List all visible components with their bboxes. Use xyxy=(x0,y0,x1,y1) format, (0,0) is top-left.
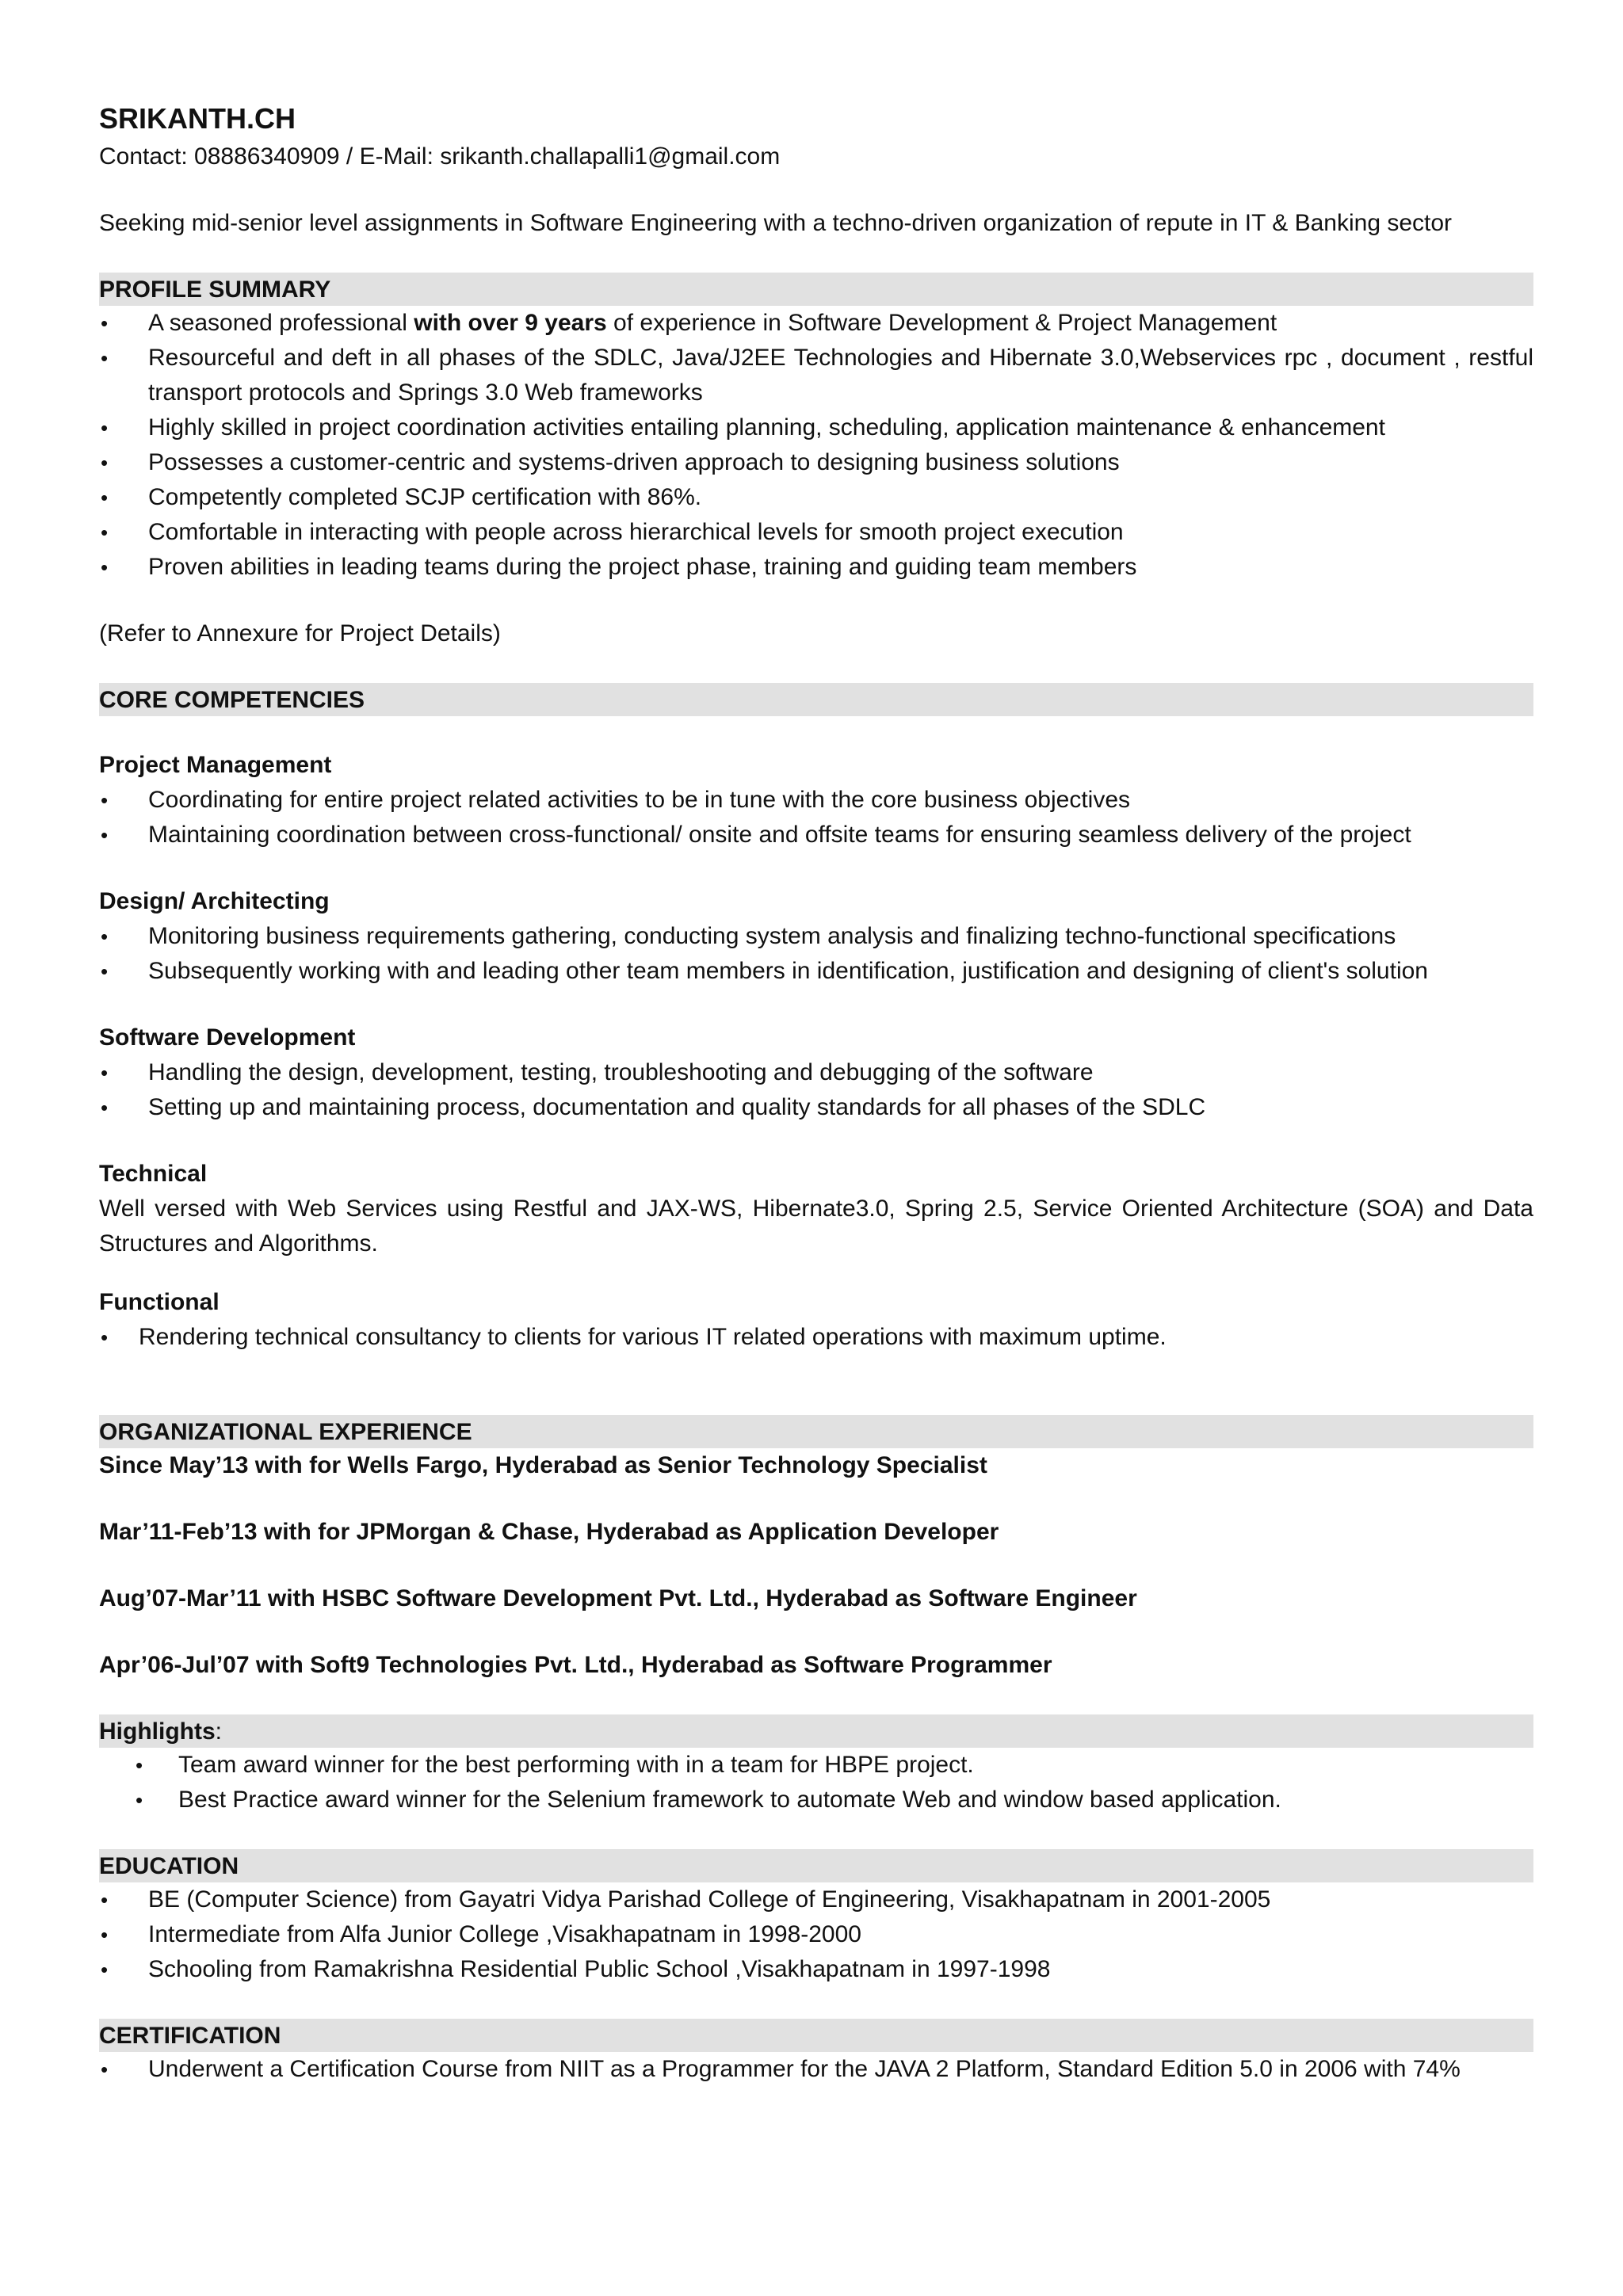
section-header-core-competencies: CORE COMPETENCIES xyxy=(99,683,1533,716)
subheading-software-development: Software Development xyxy=(99,1024,356,1051)
bullet-icon: • xyxy=(101,521,109,544)
annexure-note: (Refer to Annexure for Project Details) xyxy=(99,620,501,646)
bullet-icon: • xyxy=(101,959,109,983)
bullet-icon: • xyxy=(101,1958,109,1981)
education-list xyxy=(99,1882,1533,1987)
software-development-list xyxy=(99,1055,1533,1125)
objective-line: Seeking mid-senior level assignments in Software Engineering with a techno-driven organization of repute in IT & Banking sector xyxy=(99,210,1453,236)
bullet-icon: • xyxy=(101,346,109,370)
experience-entry: Since May’13 with for Wells Fargo, Hyderabad as Senior Technology Specialist xyxy=(99,1452,987,1478)
bullet-icon: • xyxy=(101,416,109,440)
profile-summary-list xyxy=(99,306,1533,585)
list-item: • Possesses a customer-centric and systems-driven approach to designing business solutions xyxy=(99,445,1533,480)
list-item: • BE (Computer Science) from Gayatri Vidya Parishad College of Engineering, Visakhapatnam in 2001-2005 xyxy=(99,1882,1533,1917)
section-header-organizational-experience: ORGANIZATIONAL EXPERIENCE xyxy=(99,1415,1533,1448)
section-header-education: EDUCATION xyxy=(99,1849,1533,1882)
experience-entry: Aug’07-Mar’11 with HSBC Software Development Pvt. Ltd., Hyderabad as Software Engineer xyxy=(99,1585,1137,1611)
bullet-icon: • xyxy=(101,2058,109,2081)
contact-line: Contact: 08886340909 / E-Mail: srikanth.challapalli1@gmail.com xyxy=(99,143,781,170)
highlights-list xyxy=(99,1748,1533,1817)
bullet-icon: • xyxy=(101,1061,109,1085)
list-item: • Subsequently working with and leading other team members in identification, justification and designing of client's solution xyxy=(99,954,1533,989)
list-item: • Handling the design, development, testing, troubleshooting and debugging of the software xyxy=(99,1055,1533,1090)
bullet-icon: • xyxy=(101,555,109,579)
bullet-icon: • xyxy=(101,823,109,847)
subheading-functional: Functional xyxy=(99,1289,220,1315)
candidate-name: SRIKANTH.CH xyxy=(99,102,296,135)
list-item: • Intermediate from Alfa Junior College ,Visakhapatnam in 1998-2000 xyxy=(99,1917,1533,1952)
design-list xyxy=(99,919,1533,989)
section-header-certification: CERTIFICATION xyxy=(99,2019,1533,2052)
section-header-highlights: Highlights: xyxy=(99,1714,1533,1748)
list-item: • Maintaining coordination between cross-functional/ onsite and offsite teams for ensuring seamless delivery of the project xyxy=(99,818,1533,852)
subheading-project-management: Project Management xyxy=(99,752,332,778)
bullet-icon: • xyxy=(136,1753,143,1777)
experience-entry: Apr’06-Jul’07 with Soft9 Technologies Pvt. Ltd., Hyderabad as Software Programmer xyxy=(99,1652,1052,1678)
list-item: • Highly skilled in project coordination activities entailing planning, scheduling, application maintenance & enhancement xyxy=(99,410,1533,445)
bullet-icon: • xyxy=(136,1788,143,1812)
list-item: • Resourceful and deft in all phases of the SDLC, Java/J2EE Technologies and Hibernate 3.0,Webservices rpc , document , restful transport protocols and Springs 3.0 Web frameworks xyxy=(99,341,1533,410)
bullet-icon: • xyxy=(101,1888,109,1912)
list-item: • Team award winner for the best performing with in a team for HBPE project. xyxy=(99,1748,1533,1783)
technical-text: Well versed with Web Services using Restful and JAX-WS, Hibernate3.0, Spring 2.5, Service Oriented Architecture (SOA) and Data Structures and Algorithms. xyxy=(99,1196,1533,1257)
section-header-profile-summary: PROFILE SUMMARY xyxy=(99,273,1533,306)
bullet-icon: • xyxy=(101,451,109,475)
list-item: • Comfortable in interacting with people across hierarchical levels for smooth project execution xyxy=(99,515,1533,550)
bullet-icon: • xyxy=(101,788,109,812)
bullet-icon: • xyxy=(101,1923,109,1947)
bullet-icon: • xyxy=(101,486,109,509)
experience-entry: Mar’11-Feb’13 with for JPMorgan & Chase, Hyderabad as Application Developer xyxy=(99,1519,999,1545)
bullet-icon: • xyxy=(101,925,109,948)
list-item: • Coordinating for entire project related activities to be in tune with the core business objectives xyxy=(99,783,1533,818)
resume-page xyxy=(99,98,1533,2087)
subheading-design-architecting: Design/ Architecting xyxy=(99,888,330,914)
project-management-list xyxy=(99,783,1533,852)
list-item: • Setting up and maintaining process, documentation and quality standards for all phases of the SDLC xyxy=(99,1090,1533,1125)
list-item: • Monitoring business requirements gathering, conducting system analysis and finalizing techno-functional specifications xyxy=(99,919,1533,954)
bullet-icon: • xyxy=(101,311,109,335)
list-item: • Competently completed SCJP certification with 86%. xyxy=(99,480,1533,515)
list-item: • Best Practice award winner for the Selenium framework to automate Web and window based application. xyxy=(99,1783,1533,1817)
bullet-icon: • xyxy=(101,1325,109,1349)
list-item: • A seasoned professional with over 9 years of experience in Software Development & Project Management xyxy=(99,306,1533,341)
certification-list xyxy=(99,2052,1533,2087)
bullet-icon: • xyxy=(101,1096,109,1119)
list-item: • Underwent a Certification Course from NIIT as a Programmer for the JAVA 2 Platform, Standard Edition 5.0 in 2006 with 74% xyxy=(99,2052,1533,2087)
list-item: • Proven abilities in leading teams during the project phase, training and guiding team members xyxy=(99,550,1533,585)
list-item: • Schooling from Ramakrishna Residential Public School ,Visakhapatnam in 1997-1998 xyxy=(99,1952,1533,1987)
functional-list xyxy=(99,1320,1533,1355)
list-item: • Rendering technical consultancy to clients for various IT related operations with maximum uptime. xyxy=(99,1320,1533,1355)
subheading-technical: Technical xyxy=(99,1161,208,1187)
